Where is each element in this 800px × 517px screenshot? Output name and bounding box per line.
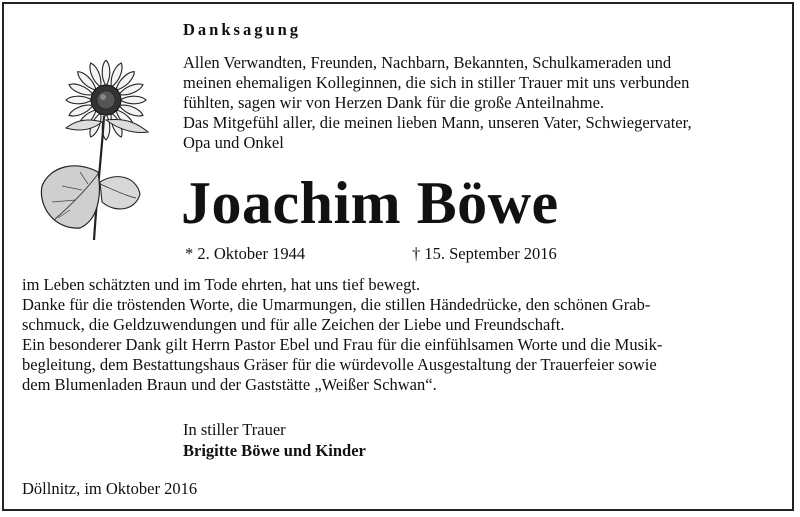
body-line: dem Blumenladen Braun und der Gaststätte „Weißer Schwan“. xyxy=(22,375,437,394)
heading: Danksagung xyxy=(183,20,302,39)
intro-text xyxy=(183,53,692,153)
sunflower-petal xyxy=(66,96,92,104)
sunflower-petal xyxy=(120,96,146,104)
intro-line: Opa und Onkel xyxy=(183,133,284,152)
intro-line: Allen Verwandten, Freunden, Nachbarn, Bekannten, Schulkameraden und xyxy=(183,53,672,72)
intro-line: meinen ehemaligen Kolleginnen, die sich in stiller Trauer mit uns verbunden xyxy=(183,73,690,92)
signature-names: Brigitte Böwe und Kinder xyxy=(183,441,366,460)
body-line: begleitung, dem Bestattungshaus Gräser für die würdevolle Ausgestaltung der Trauerfeier sowie xyxy=(22,355,657,374)
deceased-name: Joachim Böwe xyxy=(181,170,559,236)
place-date: Döllnitz, im Oktober 2016 xyxy=(22,479,198,498)
body-line: Ein besonderer Dank gilt Herrn Pastor Ebel und Frau für die einfühlsamen Worte und die Musik- xyxy=(22,335,663,354)
birth-date: * 2. Oktober 1944 xyxy=(185,244,306,263)
body-line: im Leben schätzten und im Tode ehrten, hat uns tief bewegt. xyxy=(22,275,421,294)
body-line: schmuck, die Geldzuwendungen und für alle Zeichen der Liebe und Freundschaft. xyxy=(22,315,565,334)
body-text xyxy=(22,275,662,395)
death-date: † 15. September 2016 xyxy=(412,244,557,263)
intro-line: Das Mitgefühl aller, die meinen lieben Mann, unseren Vater, Schwiegervater, xyxy=(183,113,692,132)
sunflower-petal xyxy=(102,60,110,86)
sunflower-icon xyxy=(36,60,176,245)
intro-line: fühlten, sagen wir von Herzen Dank für die große Anteilnahme. xyxy=(183,93,605,112)
body-line: Danke für die tröstenden Worte, die Umarmungen, die stillen Händedrücke, den schönen Grab- xyxy=(22,295,651,314)
signature-intro: In stiller Trauer xyxy=(183,420,286,439)
